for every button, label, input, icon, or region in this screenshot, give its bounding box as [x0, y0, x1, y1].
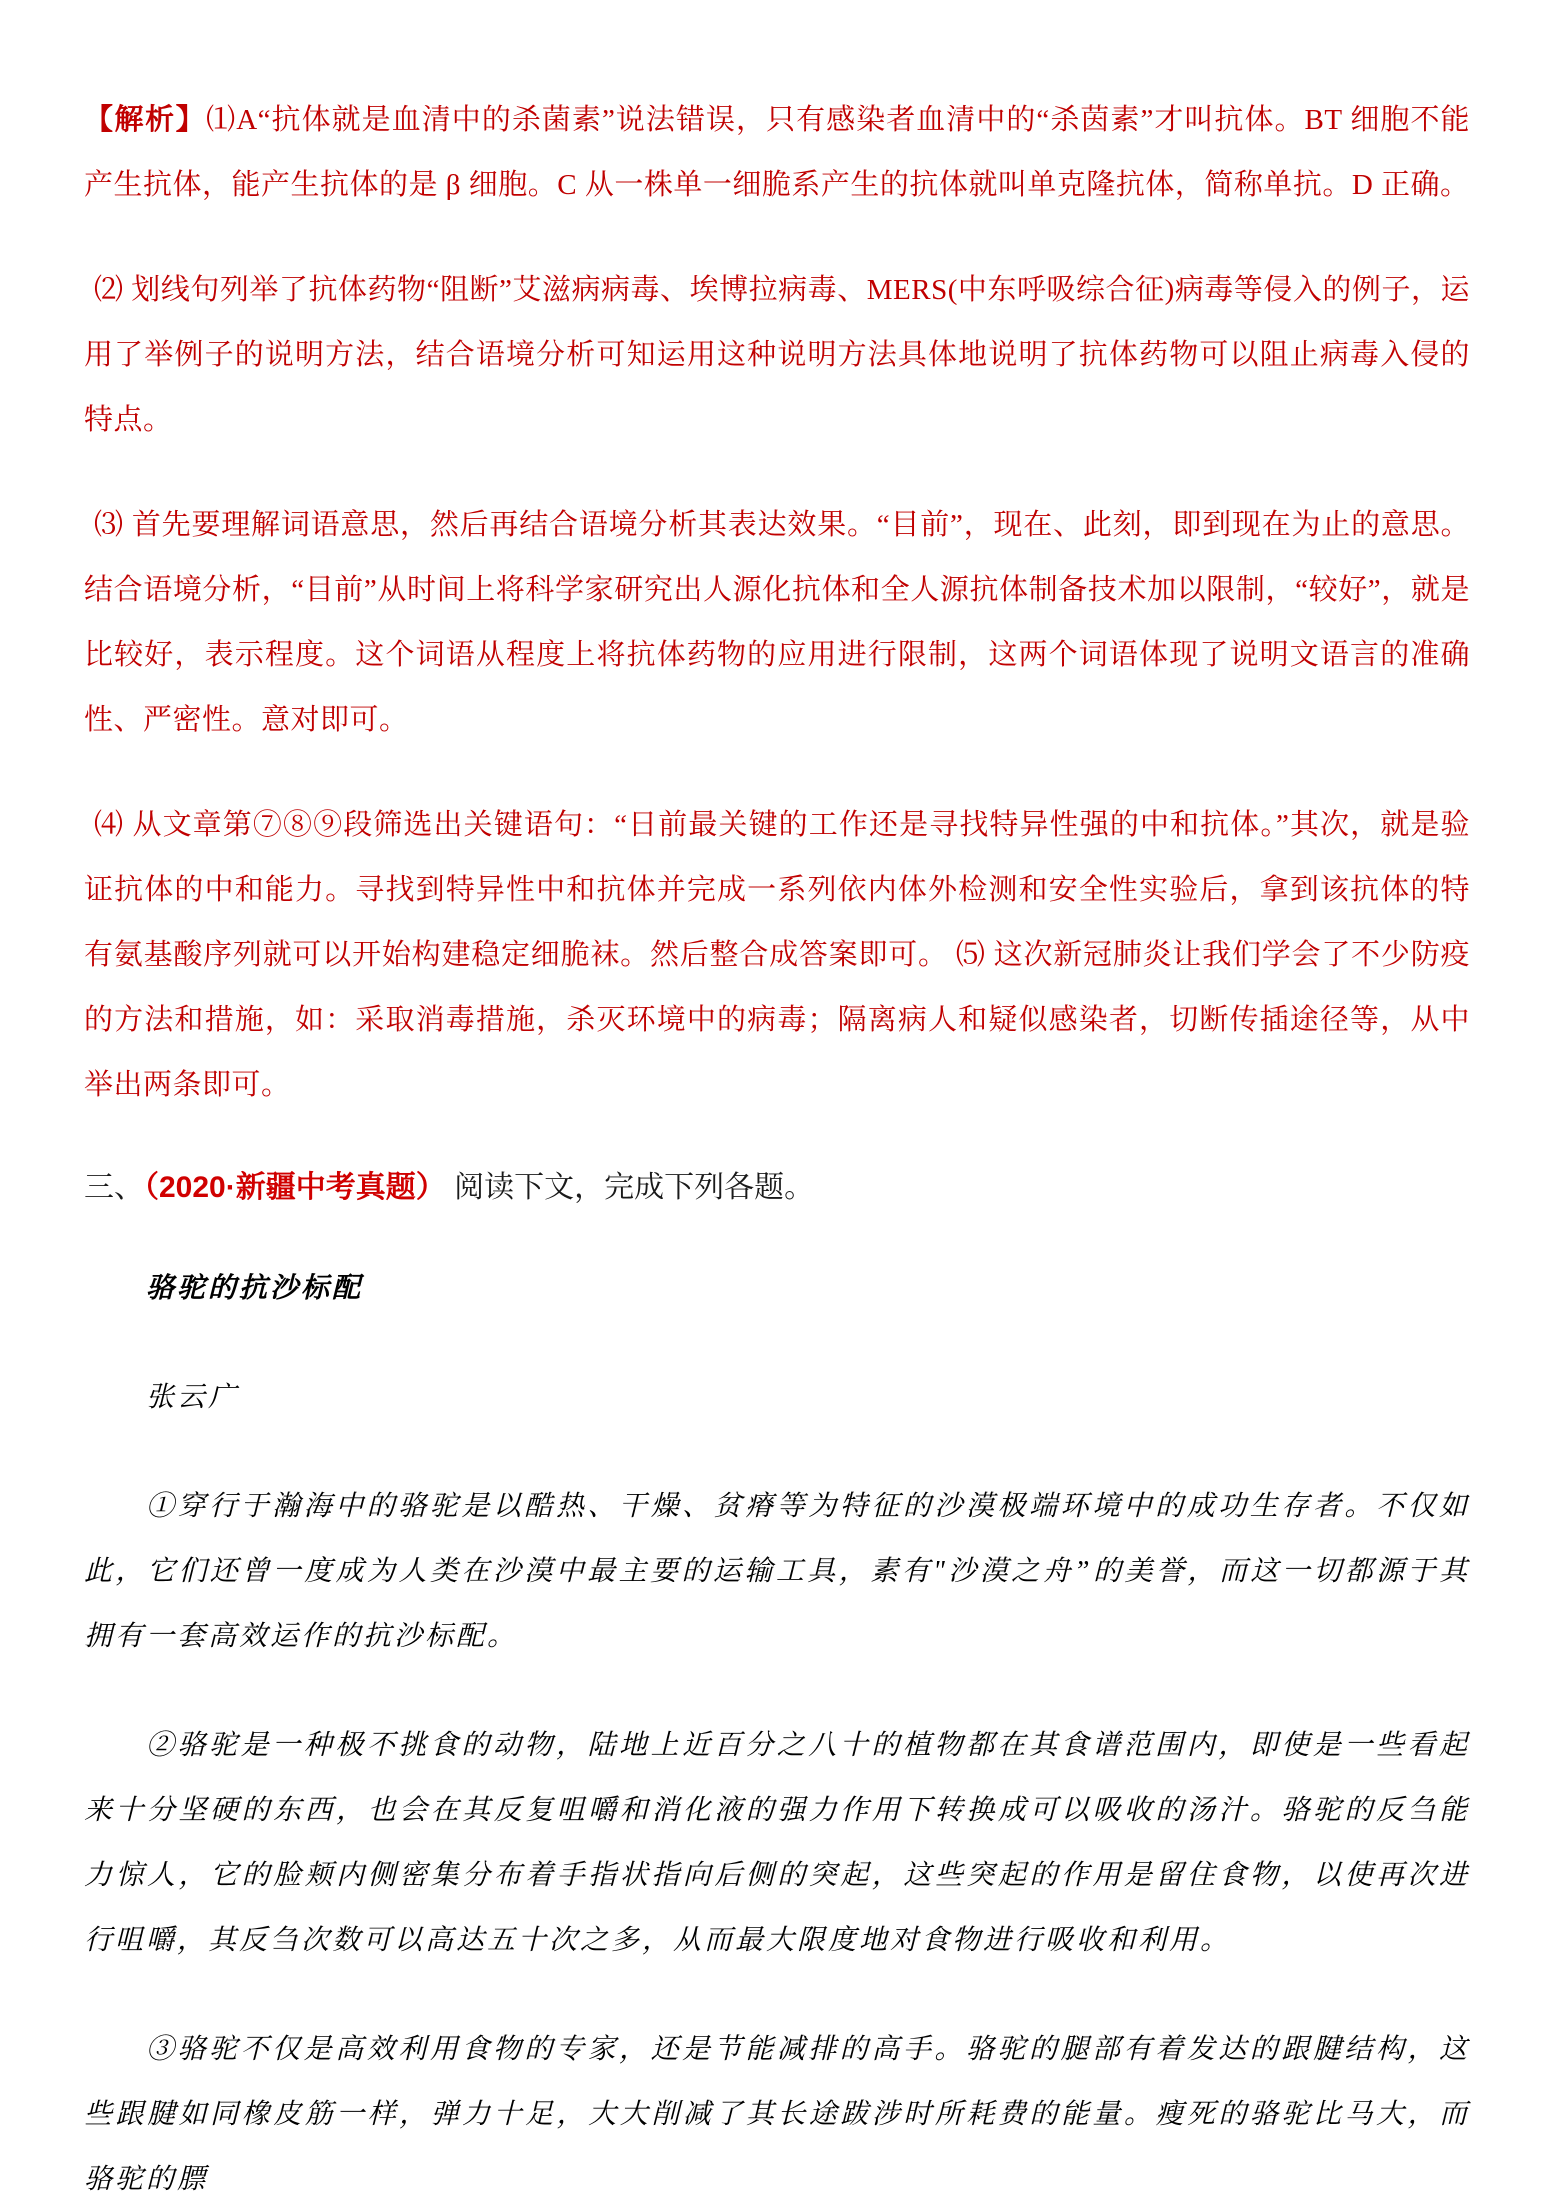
reading-passage: [84, 1256, 1470, 2212]
section-exam-source: （2020·新疆中考真题）: [144, 1171, 446, 1204]
passage-author: 张云广: [146, 1382, 240, 1413]
section-heading: [84, 1164, 1470, 1212]
passage-title: 骆驼的抗沙标配: [146, 1273, 364, 1304]
analysis-paragraph-4: ⑷ 从文章第⑦⑧⑨段筛选出关键语句：“日前最关键的工作还是寻找特异性强的中和抗体。”其次，就是验证抗体的中和能力。寻找到特异性中和抗体并完成一系列依内体外检测和安全性实验后，拿到该抗体的特有氨基酸序列就可以开始构建稳定细脆袜。然后整合成答案即可。 ⑸ 这次新冠肺炎让我们学会了不少防疫的方法和措施，如：采取消毒措施，杀灭环境中的病毒；隔离病人和疑似感染者，切断传插途径等，从中举出两条即可。: [84, 809, 1470, 1101]
analysis-paragraph-2: ⑵ 划线句列举了抗体药物“阻断”艾滋病病毒、埃博拉病毒、MERS(中东呼吸综合征)病毒等侵入的例子，运用了举例子的说明方法，结合语境分析可知运用这种说明方法具体地说明了抗体药物可以阻止病毒入侵的特点。: [84, 274, 1470, 436]
analysis-paragraph-1-text: ⑴A“抗体就是血清中的杀菌素”说法错误，只有感染者血清中的“杀茵素”才叫抗体。BT 细胞不能产生抗体，能产生抗体的是 β 细胞。C 从一株单一细脆系产生的抗体就叫单克隆抗体，简称单抗。D 正确。: [84, 104, 1470, 201]
analysis-label: 【解析】: [84, 104, 207, 136]
section-instruction: 阅读下文，完成下列各题。: [445, 1171, 815, 1204]
section-number: 三、: [84, 1171, 144, 1204]
analysis-block: [84, 88, 1470, 1118]
analysis-paragraph-1: [84, 88, 1470, 218]
passage-paragraph-2: ②骆驼是一种极不挑食的动物，陆地上近百分之八十的植物都在其食谱范围内，即使是一些看起来十分坚硬的东西，也会在其反复咀嚼和消化液的强力作用下转换成可以吸收的汤汁。骆驼的反刍能力惊人，它的脸颊内侧密集分布着手指状指向后侧的突起，这些突起的作用是留住食物，以使再次进行咀嚼，其反刍次数可以高达五十次之多，从而最大限度地对食物进行吸收和利用。: [84, 1730, 1470, 1956]
analysis-paragraph-3: ⑶ 首先要理解词语意思，然后再结合语境分析其表达效果。“目前”，现在、此刻，即到现在为止的意思。结合语境分析，“目前”从时间上将科学家研究出人源化抗体和全人源抗体制备技术加以限制，“较好”，就是比较好，表示程度。这个词语从程度上将抗体药物的应用进行限制，这两个词语体现了说明文语言的准确性、严密性。意对即可。: [84, 509, 1470, 736]
passage-paragraph-3: ③骆驼不仅是高效利用食物的专家，还是节能减排的高手。骆驼的腿部有着发达的跟腱结构，这些跟腱如同橡皮筋一样，弹力十足，大大削减了其长途跋涉时所耗费的能量。瘦死的骆驼比马大，而骆驼的膘: [84, 2034, 1470, 2195]
passage-paragraph-1: ①穿行于瀚海中的骆驼是以酷热、干燥、贫瘠等为特征的沙漠极端环境中的成功生存者。不仅如此，它们还曾一度成为人类在沙漠中最主要的运输工具，素有"沙漠之舟”的美誉，而这一切都源于其拥有一套高效运作的抗沙标配。: [84, 1491, 1470, 1652]
